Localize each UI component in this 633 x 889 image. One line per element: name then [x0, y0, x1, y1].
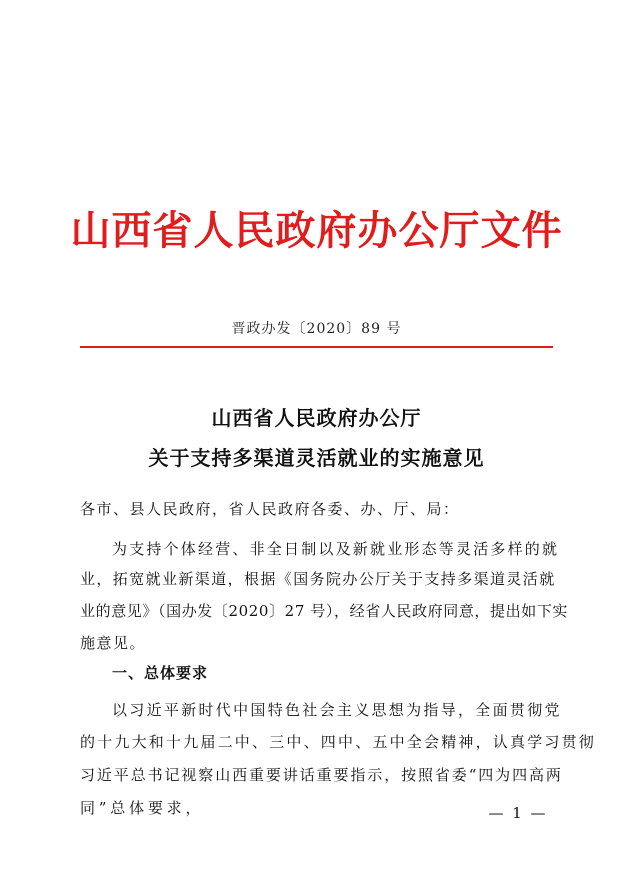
document-number: 晋政办发〔2020〕89 号	[231, 321, 402, 337]
paragraph-1-line-3: 业的意见》（国办发〔2020〕27 号），经省人民政府同意，提出如下实	[80, 602, 569, 620]
section-heading-general-requirements: 一、总体要求	[112, 664, 209, 682]
paragraph-2-line-2: 的十九大和十九届二中、三中、四中、五中全会精神，认真学习贯彻	[80, 733, 597, 751]
paragraph-2-line-1: 以习近平新时代中国特色社会主义思想为指导，全面贯彻党	[112, 701, 562, 719]
addressee-line: 各市、县人民政府，省人民政府各委、办、厅、局：	[80, 500, 460, 518]
paragraph-1-line-2: 业，拓宽就业新渠道，根据《国务院办公厅关于支持多渠道灵活就	[80, 570, 556, 588]
paragraph-2-line-3: 习近平总书记视察山西重要讲话重要指示，按照省委“四为四高两	[80, 766, 563, 784]
red-divider	[80, 346, 553, 348]
paragraph-1-line-1: 为支持个体经营、非全日制以及新就业形态等灵活多样的就	[112, 540, 560, 558]
document-title-line-1: 山西省人民政府办公厅	[211, 406, 422, 430]
document-header: 山西省人民政府办公厅文件	[70, 207, 563, 254]
paragraph-1-line-4: 施意见。	[80, 634, 147, 652]
page-number: — 1 —	[478, 804, 558, 822]
paragraph-2-line-4: 同”总体要求，	[80, 799, 205, 817]
document-title-line-2: 关于支持多渠道灵活就业的实施意见	[148, 446, 485, 470]
